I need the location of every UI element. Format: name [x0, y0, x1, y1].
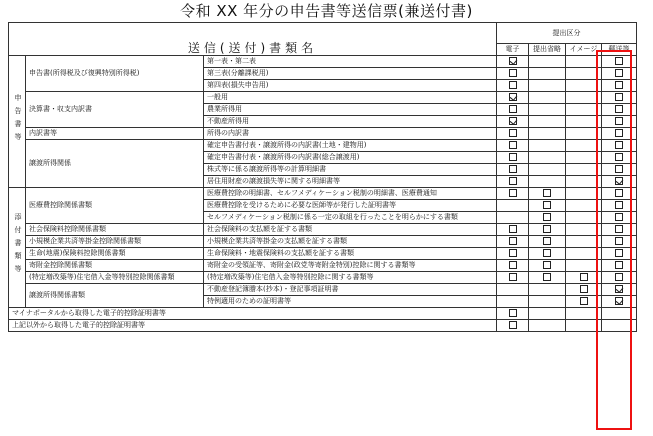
- mark-cell: [602, 128, 637, 140]
- mark-cell: [529, 296, 566, 308]
- table-row: [9, 128, 637, 140]
- table-row: [9, 140, 637, 152]
- item-cell: 医療費控除の明細書、セルフメディケーション税制の明細書、医療費通知: [204, 188, 497, 200]
- mark-cell: [602, 296, 637, 308]
- checkbox[interactable]: [509, 69, 517, 77]
- category-cell: (特定増改築等)住宅借入金等特別控除関係書類: [26, 272, 204, 284]
- checkbox[interactable]: [615, 117, 623, 125]
- checkbox[interactable]: [615, 141, 623, 149]
- item-cell: 第三表(分離課税用): [204, 68, 497, 80]
- mark-cell: [497, 68, 529, 80]
- table-row: [9, 308, 637, 320]
- checked-checkbox[interactable]: [509, 93, 517, 101]
- item-cell: (特定増改築等)住宅借入金等特別控除に関する書類等: [204, 272, 497, 284]
- checkbox[interactable]: [543, 273, 551, 281]
- mark-cell: [602, 272, 637, 284]
- mark-cell: [566, 164, 602, 176]
- mark-cell: [497, 260, 529, 272]
- table-row: [9, 284, 637, 296]
- item-cell: 不動産登記簿謄本(抄本)・登記事項証明書: [204, 284, 497, 296]
- mark-cell: [497, 140, 529, 152]
- mark-cell: [566, 200, 602, 212]
- group-label-shinkoku: [9, 56, 26, 188]
- mark-cell: [566, 260, 602, 272]
- document-table: [8, 22, 637, 332]
- mark-cell: [566, 248, 602, 260]
- mark-cell: [566, 56, 602, 68]
- checkbox[interactable]: [509, 129, 517, 137]
- mark-cell: [529, 320, 566, 332]
- mark-cell: [497, 188, 529, 200]
- mark-cell: [566, 92, 602, 104]
- category-cell: 小規模企業共済等掛金控除関係書類: [26, 236, 204, 248]
- mark-cell: [602, 200, 637, 212]
- checkbox[interactable]: [580, 285, 588, 293]
- mark-cell: [529, 68, 566, 80]
- mark-cell: [602, 80, 637, 92]
- mark-cell: [602, 140, 637, 152]
- checkbox[interactable]: [509, 189, 517, 197]
- item-cell: 社会保険料の支払額を証する書類: [204, 224, 497, 236]
- table-row: [9, 272, 637, 284]
- table-row: [9, 56, 637, 68]
- checkbox[interactable]: [543, 213, 551, 221]
- checked-checkbox[interactable]: [615, 177, 623, 185]
- mark-cell: [602, 56, 637, 68]
- category-cell: 生命(地震)保険料控除関係書類: [26, 248, 204, 260]
- item-cell: 確定申告書付表・譲渡所得の内訳書(総合譲渡用): [204, 152, 497, 164]
- mark-cell: [497, 224, 529, 236]
- checkbox[interactable]: [615, 225, 623, 233]
- mark-cell: [497, 176, 529, 188]
- mark-cell: [529, 152, 566, 164]
- category-cell: 申告書(所得税及び復興特別所得税): [26, 56, 204, 92]
- item-cell: 所得の内訳書: [204, 128, 497, 140]
- checkbox[interactable]: [509, 81, 517, 89]
- checkbox[interactable]: [509, 309, 517, 317]
- mark-cell: [602, 248, 637, 260]
- mark-cell: [529, 56, 566, 68]
- mark-cell: [529, 224, 566, 236]
- checkbox[interactable]: [509, 225, 517, 233]
- mark-cell: [497, 128, 529, 140]
- mark-cell: [566, 308, 602, 320]
- mark-cell: [529, 260, 566, 272]
- checkbox[interactable]: [509, 153, 517, 161]
- mark-cell: [602, 176, 637, 188]
- mark-cell: [566, 128, 602, 140]
- col-header: 提出省略: [529, 44, 566, 56]
- mark-cell: [497, 284, 529, 296]
- mark-cell: [566, 176, 602, 188]
- checked-checkbox[interactable]: [615, 297, 623, 305]
- mark-cell: [497, 236, 529, 248]
- table-row: [9, 320, 637, 332]
- mark-cell: [566, 140, 602, 152]
- mark-cell: [566, 188, 602, 200]
- mark-cell: [497, 92, 529, 104]
- group-label-tempu: [9, 188, 26, 308]
- mark-cell: [602, 92, 637, 104]
- checkbox[interactable]: [615, 249, 623, 257]
- category-cell: 譲渡所得関係: [26, 140, 204, 188]
- checkbox[interactable]: [509, 237, 517, 245]
- checkbox[interactable]: [615, 81, 623, 89]
- col-header: 郵送等: [602, 44, 637, 56]
- checkbox[interactable]: [615, 165, 623, 173]
- table-row: [9, 260, 637, 272]
- table-row: [9, 248, 637, 260]
- item-cell: 生命保険料・地震保険料の支払額を証する書類: [204, 248, 497, 260]
- table-row: [9, 236, 637, 248]
- category-cell: 内訳書等: [26, 128, 204, 140]
- mark-cell: [497, 296, 529, 308]
- mark-cell: [529, 80, 566, 92]
- item-cell: 農業所得用: [204, 104, 497, 116]
- mark-cell: [602, 320, 637, 332]
- checkbox[interactable]: [615, 69, 623, 77]
- mark-cell: [529, 248, 566, 260]
- mark-cell: [602, 164, 637, 176]
- item-cell: 居住用財産の譲渡損失等に関する明細書等: [204, 176, 497, 188]
- category-cell: 医療費控除関係書類: [26, 188, 204, 224]
- mark-cell: [529, 92, 566, 104]
- checkbox[interactable]: [509, 105, 517, 113]
- mark-cell: [529, 128, 566, 140]
- mark-cell: [497, 200, 529, 212]
- item-cell: 確定申告書付表・譲渡所得の内訳書(土地・建物用): [204, 140, 497, 152]
- mark-cell: [529, 200, 566, 212]
- col-header: イメージ: [566, 44, 602, 56]
- mark-cell: [566, 284, 602, 296]
- category-cell: 譲渡所得関係書類: [26, 284, 204, 308]
- checkbox[interactable]: [543, 225, 551, 233]
- item-cell: 医療費控除を受けるために必要な医師等が発行した証明書等: [204, 200, 497, 212]
- mark-cell: [529, 164, 566, 176]
- mark-cell: [529, 188, 566, 200]
- mark-cell: [529, 176, 566, 188]
- item-cell: 第四表(損失申告用): [204, 80, 497, 92]
- checkbox[interactable]: [615, 213, 623, 221]
- table-row: [9, 224, 637, 236]
- mark-cell: [566, 272, 602, 284]
- checkbox[interactable]: [580, 297, 588, 305]
- checkbox[interactable]: [543, 189, 551, 197]
- mark-cell: [602, 284, 637, 296]
- checked-checkbox[interactable]: [615, 285, 623, 293]
- mark-cell: [602, 188, 637, 200]
- mark-cell: [529, 140, 566, 152]
- mark-cell: [497, 164, 529, 176]
- item-cell: 寄附金の受領証等、寄附金(政党等寄附金特別)控除に関する書類等: [204, 260, 497, 272]
- checkbox[interactable]: [615, 189, 623, 197]
- category-cell: 寄附金控除関係書類: [26, 260, 204, 272]
- mark-cell: [497, 272, 529, 284]
- mark-cell: [529, 308, 566, 320]
- mark-cell: [566, 116, 602, 128]
- mark-cell: [566, 224, 602, 236]
- mark-cell: [602, 104, 637, 116]
- mark-cell: [602, 236, 637, 248]
- checkbox[interactable]: [615, 273, 623, 281]
- mark-cell: [566, 152, 602, 164]
- group-label-text: 添付書類等: [14, 213, 22, 278]
- form-title: 令和 XX 年分の申告書等送信票(兼送付書): [180, 2, 473, 20]
- mark-cell: [529, 284, 566, 296]
- checkbox[interactable]: [509, 249, 517, 257]
- mark-cell: [602, 116, 637, 128]
- mark-cell: [497, 308, 529, 320]
- doc-title-header: [9, 23, 497, 56]
- mark-cell: [497, 212, 529, 224]
- mark-cell: [497, 104, 529, 116]
- doc-title-label: 送信(送付)書類名: [187, 40, 318, 55]
- checkbox[interactable]: [615, 261, 623, 269]
- mark-cell: [566, 212, 602, 224]
- checkbox[interactable]: [543, 201, 551, 209]
- mark-cell: [497, 56, 529, 68]
- mark-cell: [566, 68, 602, 80]
- mark-cell: [602, 260, 637, 272]
- category-cell: マイナポータルから取得した電子的控除証明書等: [9, 308, 497, 320]
- mark-cell: [602, 212, 637, 224]
- mark-cell: [566, 104, 602, 116]
- mark-cell: [529, 236, 566, 248]
- checkbox[interactable]: [615, 105, 623, 113]
- mark-cell: [497, 320, 529, 332]
- mark-cell: [602, 152, 637, 164]
- checkbox[interactable]: [615, 237, 623, 245]
- submit-division-header: 提出区分: [497, 23, 637, 44]
- table-row: [9, 92, 637, 104]
- mark-cell: [529, 116, 566, 128]
- mark-cell: [497, 80, 529, 92]
- checkbox[interactable]: [615, 57, 623, 65]
- mark-cell: [529, 212, 566, 224]
- checkbox[interactable]: [509, 141, 517, 149]
- checkbox[interactable]: [580, 273, 588, 281]
- checkbox[interactable]: [509, 165, 517, 173]
- mark-cell: [566, 320, 602, 332]
- mark-cell: [602, 224, 637, 236]
- item-cell: 小規模企業共済等掛金の支払額を証する書類: [204, 236, 497, 248]
- checkbox[interactable]: [509, 177, 517, 185]
- mark-cell: [529, 104, 566, 116]
- checkbox[interactable]: [509, 321, 517, 329]
- checked-checkbox[interactable]: [509, 117, 517, 125]
- checkbox[interactable]: [543, 261, 551, 269]
- col-header: 電子: [497, 44, 529, 56]
- table-row: [9, 188, 637, 200]
- item-cell: 株式等に係る譲渡所得等の計算明細書: [204, 164, 497, 176]
- category-cell: 決算書・収支内訳書: [26, 92, 204, 128]
- mark-cell: [602, 308, 637, 320]
- mark-cell: [566, 236, 602, 248]
- mark-cell: [497, 248, 529, 260]
- item-cell: セルフメディケーション税制に係る一定の取組を行ったことを明らかにする書類: [204, 212, 497, 224]
- checkbox[interactable]: [509, 261, 517, 269]
- mark-cell: [602, 68, 637, 80]
- mark-cell: [497, 116, 529, 128]
- checkbox[interactable]: [615, 201, 623, 209]
- category-cell: 社会保険料控除関係書類: [26, 224, 204, 236]
- checkbox[interactable]: [509, 273, 517, 281]
- group-label-text: 申告書等: [14, 93, 22, 146]
- mark-cell: [566, 80, 602, 92]
- mark-cell: [497, 152, 529, 164]
- mark-cell: [566, 296, 602, 308]
- item-cell: 一般用: [204, 92, 497, 104]
- mark-cell: [529, 272, 566, 284]
- checkbox[interactable]: [615, 153, 623, 161]
- category-cell: 上記以外から取得した電子的控除証明書等: [9, 320, 497, 332]
- checkbox[interactable]: [615, 93, 623, 101]
- checkbox[interactable]: [543, 249, 551, 257]
- checkbox[interactable]: [615, 129, 623, 137]
- checked-checkbox[interactable]: [509, 57, 517, 65]
- item-cell: 特例適用のための証明書等: [204, 296, 497, 308]
- checkbox[interactable]: [543, 237, 551, 245]
- item-cell: 第一表・第二表: [204, 56, 497, 68]
- item-cell: 不動産所得用: [204, 116, 497, 128]
